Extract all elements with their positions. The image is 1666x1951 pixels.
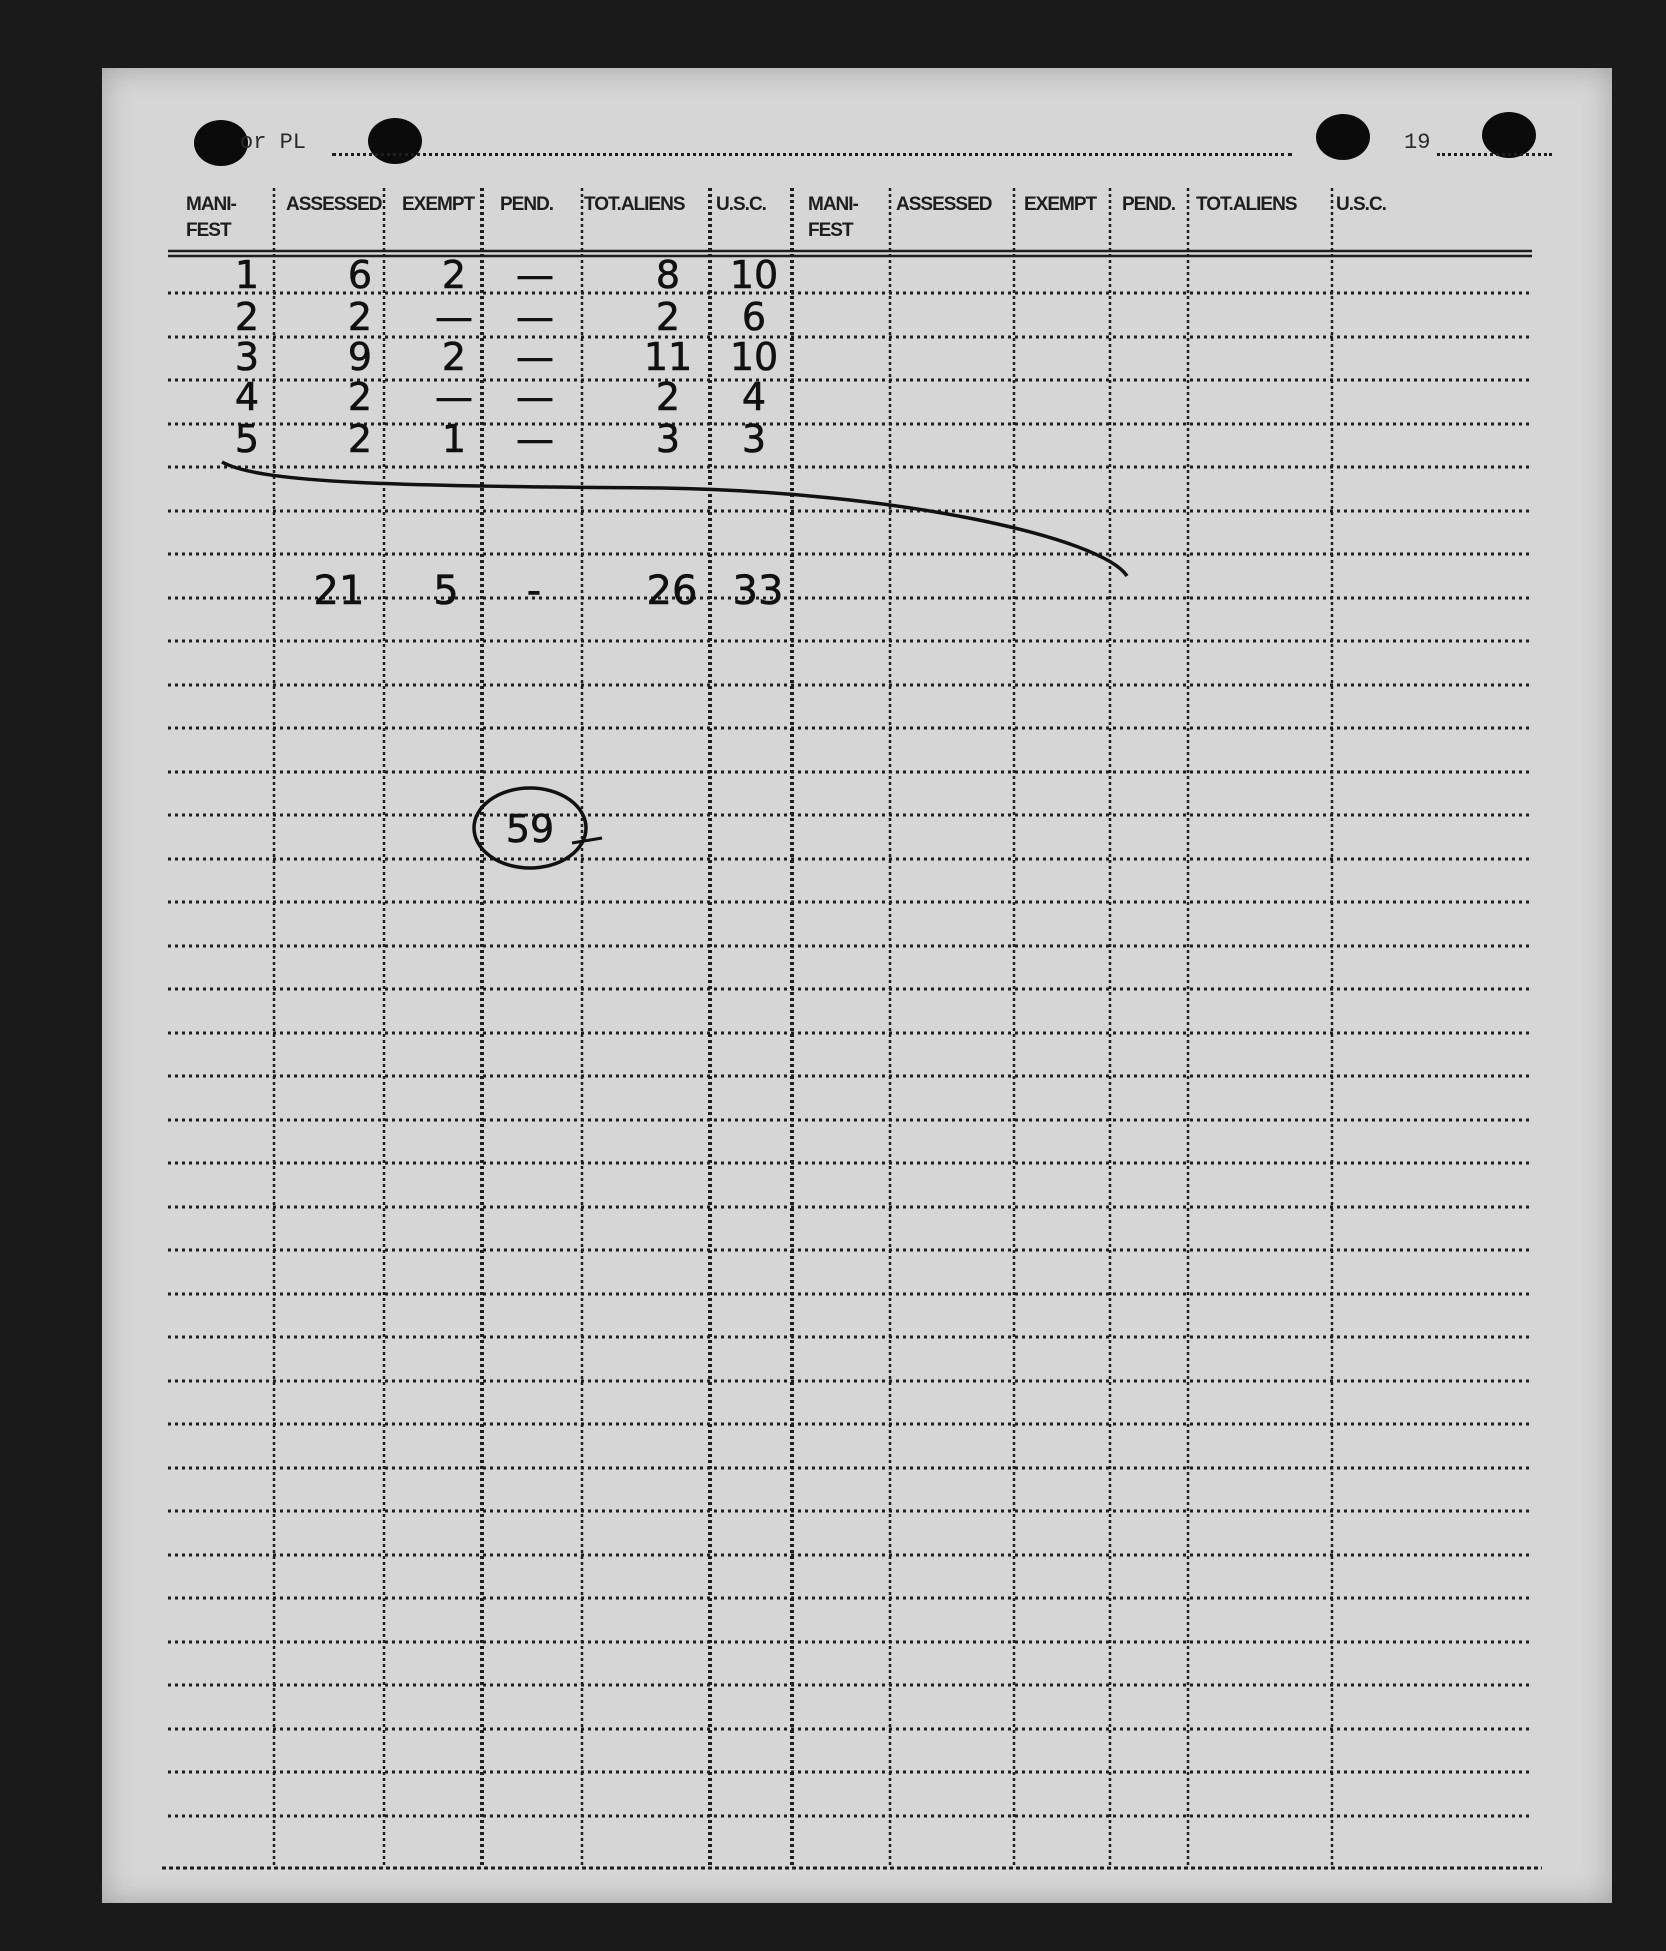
entry-pend: —	[516, 295, 554, 339]
entry-manifest: 4	[234, 375, 260, 419]
entry-exempt: —	[435, 295, 473, 339]
entry-exempt: 2	[441, 253, 467, 297]
total-tot-aliens: 26	[646, 568, 698, 614]
entry-manifest: 1	[234, 253, 260, 297]
total-assessed: 21	[313, 568, 365, 614]
entry-exempt: 1	[441, 417, 467, 461]
entry-assessed: 2	[347, 417, 373, 461]
entry-pend: —	[516, 375, 554, 419]
col-usc-right: U.S.C.	[1336, 194, 1386, 215]
entry-manifest: 2	[234, 295, 260, 339]
col-pend-right: PEND.	[1122, 194, 1176, 215]
col-pend-left: PEND.	[500, 194, 554, 215]
entry-tot-aliens: 2	[655, 295, 681, 339]
entry-exempt: —	[435, 375, 473, 419]
col-exempt-right: EXEMPT	[1024, 194, 1097, 215]
entry-assessed: 9	[347, 335, 373, 379]
entry-pend: —	[516, 335, 554, 379]
grand-total-value: 59	[505, 807, 555, 851]
entry-tot-aliens: 3	[655, 417, 681, 461]
entry-tot-aliens: 11	[643, 335, 693, 379]
col-manifest-left: MANI- FEST	[186, 194, 236, 241]
entry-usc: 10	[729, 335, 779, 379]
col-assessed-left: ASSESSED	[286, 194, 382, 215]
entry-exempt: 2	[441, 335, 467, 379]
entry-manifest: 5	[234, 417, 260, 461]
entry-usc: 6	[741, 295, 767, 339]
entry-usc: 10	[729, 253, 779, 297]
entry-pend: —	[516, 253, 554, 297]
handwritten-underline-stroke	[222, 462, 1127, 576]
entry-usc: 3	[741, 417, 767, 461]
entry-assessed: 2	[347, 295, 373, 339]
header-prefix: or PL	[240, 130, 307, 155]
col-assessed-right: ASSESSED	[896, 194, 992, 215]
col-totaliens-right: TOT.ALIENS	[1196, 194, 1297, 215]
col-exempt-left: EXEMPT	[402, 194, 475, 215]
year-prefix: 19	[1404, 130, 1431, 155]
grand-total-circle	[572, 838, 602, 843]
entry-tot-aliens: 8	[655, 253, 681, 297]
col-manifest-right: MANI- FEST	[808, 194, 858, 241]
total-exempt: 5	[433, 568, 459, 614]
entry-assessed: 6	[347, 253, 373, 297]
entry-tot-aliens: 2	[655, 375, 681, 419]
entry-pend: —	[516, 417, 554, 461]
entry-usc: 4	[741, 375, 767, 419]
col-usc-left: U.S.C.	[716, 194, 766, 215]
entry-assessed: 2	[347, 375, 373, 419]
form-sheet	[102, 68, 1612, 1903]
form-grid	[102, 68, 1612, 1903]
entry-manifest: 3	[234, 335, 260, 379]
col-totaliens-left: TOT.ALIENS	[584, 194, 685, 215]
total-usc: 33	[732, 568, 784, 614]
total-pend: -	[526, 568, 542, 614]
